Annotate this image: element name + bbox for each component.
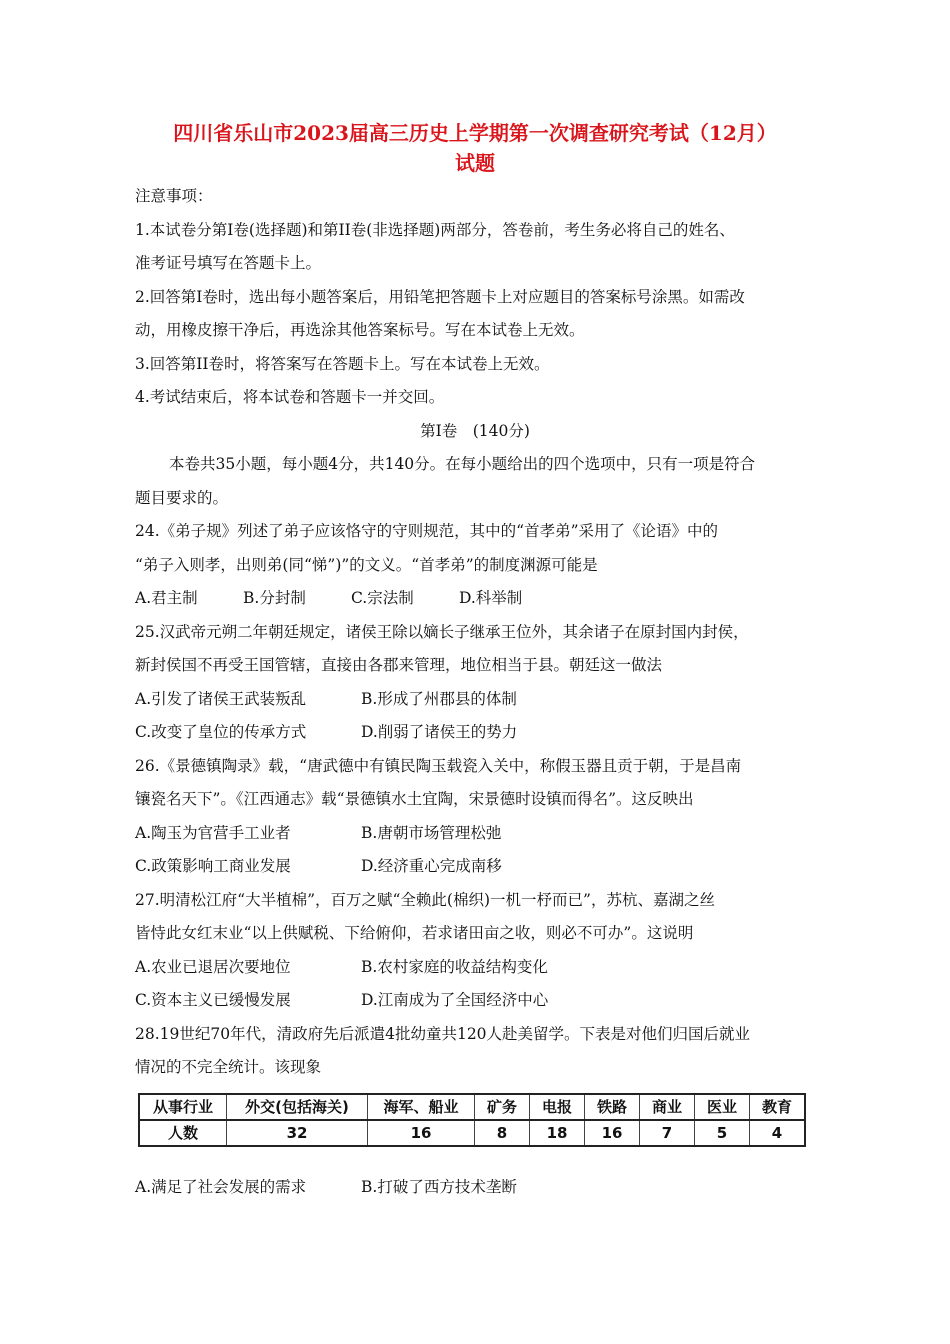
question-26-options: [135, 850, 815, 884]
option-d: D.削弱了诸侯王的势力: [361, 723, 518, 741]
option-a: A.农业已退居次要地位: [135, 957, 291, 976]
option-b: B.农村家庭的收益结构变化: [361, 957, 548, 976]
table-cell: 人数: [139, 1120, 227, 1146]
question-27-stem: 27.明清松江府“大半植棉”，百万之赋“全赖此(棉织)一机一杼而已”，苏杭、嘉湖之丝: [135, 890, 715, 909]
option-c: C.资本主义已缓慢发展: [135, 991, 291, 1009]
notice-line: 2.回答第Ⅰ卷时，选出每小题答案后，用铅笔把答题卡上对应题目的答案标号涂黑。如需改: [135, 287, 745, 306]
table-cell: 7: [640, 1120, 695, 1146]
table-header-cell: 矿务: [475, 1094, 530, 1120]
notice-line: 3.回答第II卷时，将答案写在答题卡上。写在本试卷上无效。: [135, 354, 550, 373]
question-26-options: [135, 817, 815, 851]
notice-line: 1.本试卷分第Ⅰ卷(选择题)和第II卷(非选择题)两部分，答卷前，考生务必将自己的姓名、: [135, 220, 735, 239]
section-heading: 第Ⅰ卷 (140分): [420, 421, 530, 440]
option-c: C.政策影响工商业发展: [135, 857, 291, 875]
notice-line: 动，用橡皮擦干净后，再选涂其他答案标号。写在本试卷上无效。: [135, 321, 585, 339]
option-a: A.陶玉为官营手工业者: [135, 823, 291, 842]
section-intro: 本卷共35小题，每小题4分，共140分。在每小题给出的四个选项中，只有一项是符合: [169, 455, 756, 473]
option-c: C.改变了皇位的传承方式: [135, 723, 307, 741]
table-header-cell: 外交(包括海关): [227, 1094, 368, 1120]
question-28-options: [135, 1171, 815, 1205]
option-c: C.宗法制: [351, 589, 414, 607]
table-header-cell: 医业: [695, 1094, 750, 1120]
option-b: B.分封制: [243, 589, 306, 607]
option-d: D.经济重心完成南移: [361, 857, 502, 875]
question-26-stem: 26.《景德镇陶录》载，“唐武德中有镇民陶玉载瓷入关中，称假玉器且贡于朝，于是昌南: [135, 756, 742, 775]
option-a: A.君主制: [135, 589, 198, 607]
option-b: B.打破了西方技术垄断: [361, 1177, 517, 1196]
table-row: [139, 1120, 805, 1146]
notice-line: 准考证号填写在答题卡上。: [135, 254, 322, 272]
table-header-row: [139, 1094, 805, 1120]
question-25-stem: 新封侯国不再受王国管辖，直接由各郡来管理，地位相当于县。朝廷这一做法: [135, 656, 663, 674]
table-cell: 18: [530, 1120, 585, 1146]
question-27-options: [135, 984, 815, 1018]
option-d: D.科举制: [459, 589, 523, 607]
question-27-options: [135, 951, 815, 985]
option-b: B.唐朝市场管理松弛: [361, 823, 502, 842]
question-27-stem: 皆恃此女红末业“以上供赋税、下给俯仰，若求诸田亩之收，则必不可办”。这说明: [135, 924, 694, 942]
question-28-stem: 28.19世纪70年代，清政府先后派遣4批幼童共120人赴美留学。下表是对他们归国后就业: [135, 1024, 751, 1043]
option-a: A.引发了诸侯王武装叛乱: [135, 689, 307, 708]
table-header-cell: 从事行业: [139, 1094, 227, 1120]
question-26-stem: 镶瓷名天下”。《江西通志》载“景德镇水土宜陶，宋景德时设镇而得名”。这反映出: [135, 790, 694, 808]
section-intro: 题目要求的。: [135, 488, 229, 507]
question-28-stem: 情况的不完全统计。该现象: [135, 1058, 322, 1076]
notice-heading: 注意事项：: [135, 187, 213, 205]
table-header-cell: 商业: [640, 1094, 695, 1120]
exam-title: [135, 118, 815, 178]
question-24-stem: “弟子入则孝，出则弟(同“悌”)”的文义。“首孝弟”的制度渊源可能是: [135, 555, 598, 574]
table-header-cell: 铁路: [585, 1094, 640, 1120]
table-cell: 8: [475, 1120, 530, 1146]
employment-table: [138, 1093, 806, 1147]
table-cell: 32: [227, 1120, 368, 1146]
option-a: A.满足了社会发展的需求: [135, 1177, 307, 1196]
exam-title-line1: 四川省乐山市2023届高三历史上学期第一次调查研究考试（12月）: [173, 121, 777, 145]
question-24-stem: 24.《弟子规》列述了弟子应该恪守的守则规范，其中的“首孝弟”采用了《论语》中的: [135, 522, 719, 540]
table-header-cell: 海军、船业: [368, 1094, 475, 1120]
option-b: B.形成了州郡县的体制: [361, 689, 517, 708]
question-24-options: [135, 582, 815, 616]
table-cell: 5: [695, 1120, 750, 1146]
question-25-options: [135, 716, 815, 750]
exam-page: [135, 118, 815, 1204]
table-header-cell: 教育: [750, 1094, 806, 1120]
question-25-options: [135, 683, 815, 717]
option-d: D.江南成为了全国经济中心: [361, 991, 549, 1009]
table-header-cell: 电报: [530, 1094, 585, 1120]
table-cell: 16: [585, 1120, 640, 1146]
notice-line: 4.考试结束后，将本试卷和答题卡一并交回。: [135, 388, 445, 406]
table-cell: 4: [750, 1120, 806, 1146]
exam-title-line2: 试题: [455, 151, 495, 175]
question-25-stem: 25.汉武帝元朔二年朝廷规定，诸侯王除以嫡长子继承王位外，其余诸子在原封国内封侯，: [135, 622, 749, 641]
table-cell: 16: [368, 1120, 475, 1146]
